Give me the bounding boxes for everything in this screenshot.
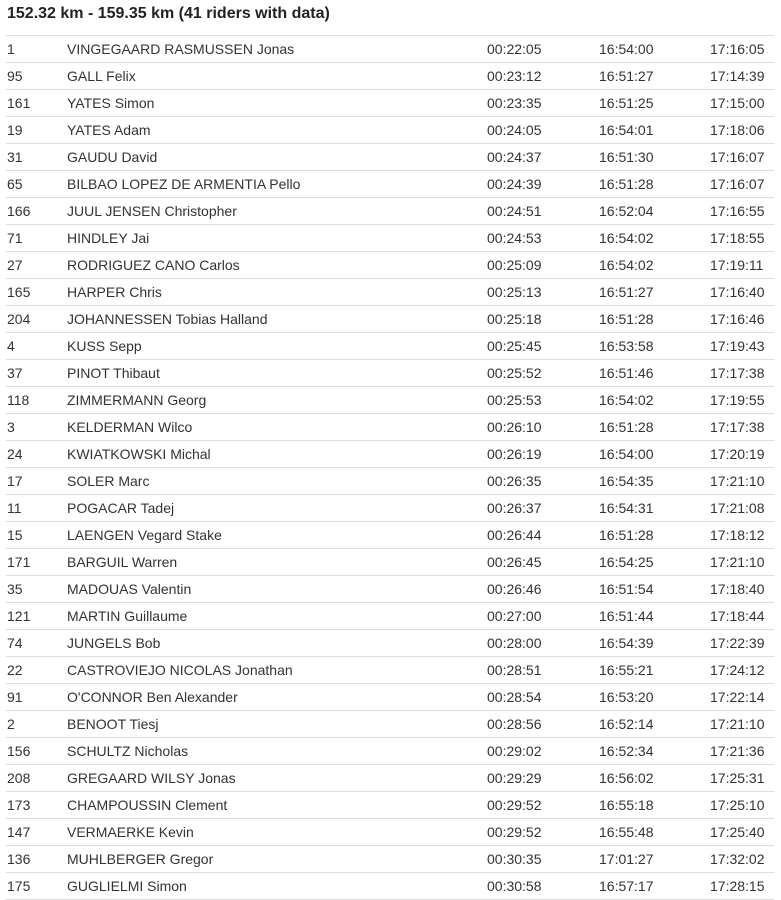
elapsed-time: 00:22:05 <box>487 41 542 57</box>
rider-name: MUHLBERGER Gregor <box>67 851 214 867</box>
finish-time: 17:20:19 <box>710 446 765 462</box>
rider-number: 22 <box>7 662 23 678</box>
finish-time: 17:18:55 <box>710 230 765 246</box>
rider-number: 31 <box>7 149 23 165</box>
start-time: 16:54:02 <box>599 392 654 408</box>
table-row <box>6 846 774 873</box>
rider-name: YATES Adam <box>67 122 151 138</box>
elapsed-time: 00:26:46 <box>487 581 542 597</box>
start-time: 16:51:54 <box>599 581 654 597</box>
start-time: 16:51:44 <box>599 608 654 624</box>
finish-time: 17:18:12 <box>710 527 765 543</box>
finish-time: 17:21:10 <box>710 473 765 489</box>
elapsed-time: 00:24:39 <box>487 176 542 192</box>
start-time: 16:54:01 <box>599 122 654 138</box>
rider-number: 37 <box>7 365 23 381</box>
start-time: 16:54:02 <box>599 230 654 246</box>
rider-number: 161 <box>7 95 31 111</box>
rider-number: 15 <box>7 527 23 543</box>
table-row <box>6 819 774 846</box>
start-time: 16:55:18 <box>599 797 654 813</box>
elapsed-time: 00:23:12 <box>487 68 542 84</box>
rider-number: 156 <box>7 743 31 759</box>
start-time: 16:57:17 <box>599 878 654 894</box>
elapsed-time: 00:25:53 <box>487 392 542 408</box>
elapsed-time: 00:25:45 <box>487 338 542 354</box>
elapsed-time: 00:24:51 <box>487 203 542 219</box>
rider-name: POGACAR Tadej <box>67 500 175 516</box>
start-time: 17:01:27 <box>599 851 654 867</box>
table-row <box>6 171 774 198</box>
rider-number: 204 <box>7 311 31 327</box>
finish-time: 17:32:02 <box>710 851 765 867</box>
elapsed-time: 00:26:19 <box>487 446 542 462</box>
table-row <box>6 603 774 630</box>
start-time: 16:52:34 <box>599 743 654 759</box>
finish-time: 17:16:07 <box>710 149 765 165</box>
start-time: 16:51:25 <box>599 95 654 111</box>
elapsed-time: 00:23:35 <box>487 95 542 111</box>
table-row <box>6 36 774 63</box>
table-row <box>6 63 774 90</box>
rider-number: 165 <box>7 284 31 300</box>
finish-time: 17:16:07 <box>710 176 765 192</box>
rider-name: KELDERMAN Wilco <box>67 419 193 435</box>
rider-name: GALL Felix <box>67 68 136 84</box>
finish-time: 17:21:08 <box>710 500 765 516</box>
finish-time: 17:17:38 <box>710 365 765 381</box>
finish-time: 17:18:06 <box>710 122 765 138</box>
elapsed-time: 00:29:29 <box>487 770 542 786</box>
elapsed-time: 00:29:52 <box>487 797 542 813</box>
rider-number: 136 <box>7 851 31 867</box>
elapsed-time: 00:30:35 <box>487 851 542 867</box>
rider-number: 24 <box>7 446 23 462</box>
finish-time: 17:16:46 <box>710 311 765 327</box>
rider-name: MARTIN Guillaume <box>67 608 188 624</box>
rider-number: 121 <box>7 608 31 624</box>
table-row <box>6 441 774 468</box>
table-row <box>6 549 774 576</box>
start-time: 16:55:48 <box>599 824 654 840</box>
finish-time: 17:19:11 <box>710 257 764 273</box>
finish-time: 17:18:40 <box>710 581 765 597</box>
rider-number: 71 <box>7 230 23 246</box>
rider-number: 74 <box>7 635 23 651</box>
table-row <box>6 495 774 522</box>
rider-name: KWIATKOWSKI Michal <box>67 446 211 462</box>
elapsed-time: 00:27:00 <box>487 608 542 624</box>
rider-name: JUNGELS Bob <box>67 635 161 651</box>
rider-name: CASTROVIEJO NICOLAS Jonathan <box>67 662 293 678</box>
table-row <box>6 387 774 414</box>
rider-name: BENOOT Tiesj <box>67 716 159 732</box>
rider-name: PINOT Thibaut <box>67 365 160 381</box>
elapsed-time: 00:28:00 <box>487 635 542 651</box>
table-row <box>6 90 774 117</box>
elapsed-time: 00:26:10 <box>487 419 542 435</box>
start-time: 16:53:58 <box>599 338 654 354</box>
rider-name: MADOUAS Valentin <box>67 581 192 597</box>
rider-name: HARPER Chris <box>67 284 162 300</box>
start-time: 16:51:28 <box>599 527 654 543</box>
table-row <box>6 414 774 441</box>
rider-name: JUUL JENSEN Christopher <box>67 203 237 219</box>
finish-time: 17:19:55 <box>710 392 765 408</box>
finish-time: 17:19:43 <box>710 338 765 354</box>
finish-time: 17:18:44 <box>710 608 765 624</box>
rider-number: 208 <box>7 770 31 786</box>
rider-number: 147 <box>7 824 31 840</box>
elapsed-time: 00:26:44 <box>487 527 542 543</box>
elapsed-time: 00:25:18 <box>487 311 542 327</box>
start-time: 16:54:02 <box>599 257 654 273</box>
start-time: 16:51:46 <box>599 365 654 381</box>
start-time: 16:54:25 <box>599 554 654 570</box>
table-row <box>6 684 774 711</box>
table-row <box>6 144 774 171</box>
finish-time: 17:14:39 <box>710 68 765 84</box>
rider-number: 173 <box>7 797 31 813</box>
start-time: 16:54:31 <box>599 500 654 516</box>
start-time: 16:51:27 <box>599 284 654 300</box>
elapsed-time: 00:28:51 <box>487 662 542 678</box>
rider-name: KUSS Sepp <box>67 338 142 354</box>
rider-number: 91 <box>7 689 23 705</box>
finish-time: 17:24:12 <box>710 662 765 678</box>
finish-time: 17:16:40 <box>710 284 765 300</box>
table-row <box>6 279 774 306</box>
elapsed-time: 00:25:13 <box>487 284 542 300</box>
rider-number: 65 <box>7 176 23 192</box>
table-row <box>6 657 774 684</box>
elapsed-time: 00:26:35 <box>487 473 542 489</box>
rider-number: 35 <box>7 581 23 597</box>
rider-number: 17 <box>7 473 23 489</box>
rider-number: 175 <box>7 878 31 894</box>
elapsed-time: 00:25:52 <box>487 365 542 381</box>
elapsed-time: 00:28:54 <box>487 689 542 705</box>
start-time: 16:53:20 <box>599 689 654 705</box>
rider-name: CHAMPOUSSIN Clement <box>67 797 228 813</box>
start-time: 16:54:35 <box>599 473 654 489</box>
rider-number: 19 <box>7 122 23 138</box>
elapsed-time: 00:29:02 <box>487 743 542 759</box>
rider-number: 4 <box>7 338 15 354</box>
start-time: 16:51:28 <box>599 419 654 435</box>
table-row <box>6 333 774 360</box>
table-row <box>6 225 774 252</box>
table-row <box>6 765 774 792</box>
rider-name: JOHANNESSEN Tobias Halland <box>67 311 268 327</box>
finish-time: 17:25:31 <box>710 770 765 786</box>
table-row <box>6 711 774 738</box>
start-time: 16:56:02 <box>599 770 654 786</box>
rider-name: GAUDU David <box>67 149 158 165</box>
table-row <box>6 252 774 279</box>
elapsed-time: 00:26:45 <box>487 554 542 570</box>
start-time: 16:54:00 <box>599 41 654 57</box>
table-row <box>6 576 774 603</box>
rider-number: 1 <box>7 41 15 57</box>
table-row <box>6 198 774 225</box>
elapsed-time: 00:24:37 <box>487 149 542 165</box>
finish-time: 17:16:55 <box>710 203 765 219</box>
rider-table <box>6 35 774 900</box>
finish-time: 17:25:10 <box>710 797 765 813</box>
start-time: 16:52:04 <box>599 203 654 219</box>
finish-time: 17:17:38 <box>710 419 765 435</box>
table-row <box>6 306 774 333</box>
finish-time: 17:21:36 <box>710 743 765 759</box>
table-row <box>6 792 774 819</box>
rider-name: VINGEGAARD RASMUSSEN Jonas <box>67 41 295 57</box>
rider-number: 3 <box>7 419 15 435</box>
rider-number: 95 <box>7 68 23 84</box>
rider-number: 166 <box>7 203 31 219</box>
rider-name: LAENGEN Vegard Stake <box>67 527 222 543</box>
elapsed-time: 00:29:52 <box>487 824 542 840</box>
elapsed-time: 00:30:58 <box>487 878 542 894</box>
finish-time: 17:28:15 <box>710 878 765 894</box>
rider-name: GREGAARD WILSY Jonas <box>67 770 236 786</box>
finish-time: 17:22:14 <box>710 689 765 705</box>
table-row <box>6 522 774 549</box>
rider-number: 171 <box>7 554 31 570</box>
start-time: 16:54:39 <box>599 635 654 651</box>
start-time: 16:51:28 <box>599 311 654 327</box>
finish-time: 17:21:10 <box>710 554 765 570</box>
elapsed-time: 00:24:05 <box>487 122 542 138</box>
start-time: 16:52:14 <box>599 716 654 732</box>
finish-time: 17:16:05 <box>710 41 765 57</box>
start-time: 16:51:28 <box>599 176 654 192</box>
rider-name: GUGLIELMI Simon <box>67 878 187 894</box>
start-time: 16:51:30 <box>599 149 654 165</box>
segment-title: 152.32 km - 159.35 km (41 riders with data) <box>7 5 330 22</box>
rider-name: RODRIGUEZ CANO Carlos <box>67 257 240 273</box>
rider-name: HINDLEY Jai <box>67 230 150 246</box>
rider-number: 27 <box>7 257 23 273</box>
table-row <box>6 873 774 900</box>
rider-number: 118 <box>7 392 30 408</box>
table-row <box>6 117 774 144</box>
elapsed-time: 00:28:56 <box>487 716 542 732</box>
rider-number: 2 <box>7 716 15 732</box>
rider-name: ZIMMERMANN Georg <box>67 392 207 408</box>
finish-time: 17:22:39 <box>710 635 765 651</box>
table-row <box>6 738 774 765</box>
start-time: 16:54:00 <box>599 446 654 462</box>
rider-name: O'CONNOR Ben Alexander <box>67 689 238 705</box>
finish-time: 17:25:40 <box>710 824 765 840</box>
table-row <box>6 630 774 657</box>
elapsed-time: 00:25:09 <box>487 257 542 273</box>
rider-name: SCHULTZ Nicholas <box>67 743 189 759</box>
rider-name: BARGUIL Warren <box>67 554 178 570</box>
rider-name: VERMAERKE Kevin <box>67 824 194 840</box>
elapsed-time: 00:26:37 <box>487 500 542 516</box>
start-time: 16:55:21 <box>599 662 654 678</box>
finish-time: 17:21:10 <box>710 716 765 732</box>
rider-name: SOLER Marc <box>67 473 150 489</box>
table-row <box>6 360 774 387</box>
finish-time: 17:15:00 <box>710 95 765 111</box>
rider-name: BILBAO LOPEZ DE ARMENTIA Pello <box>67 176 301 192</box>
rider-number: 11 <box>7 500 22 516</box>
start-time: 16:51:27 <box>599 68 654 84</box>
table-row <box>6 468 774 495</box>
rider-name: YATES Simon <box>67 95 155 111</box>
elapsed-time: 00:24:53 <box>487 230 542 246</box>
